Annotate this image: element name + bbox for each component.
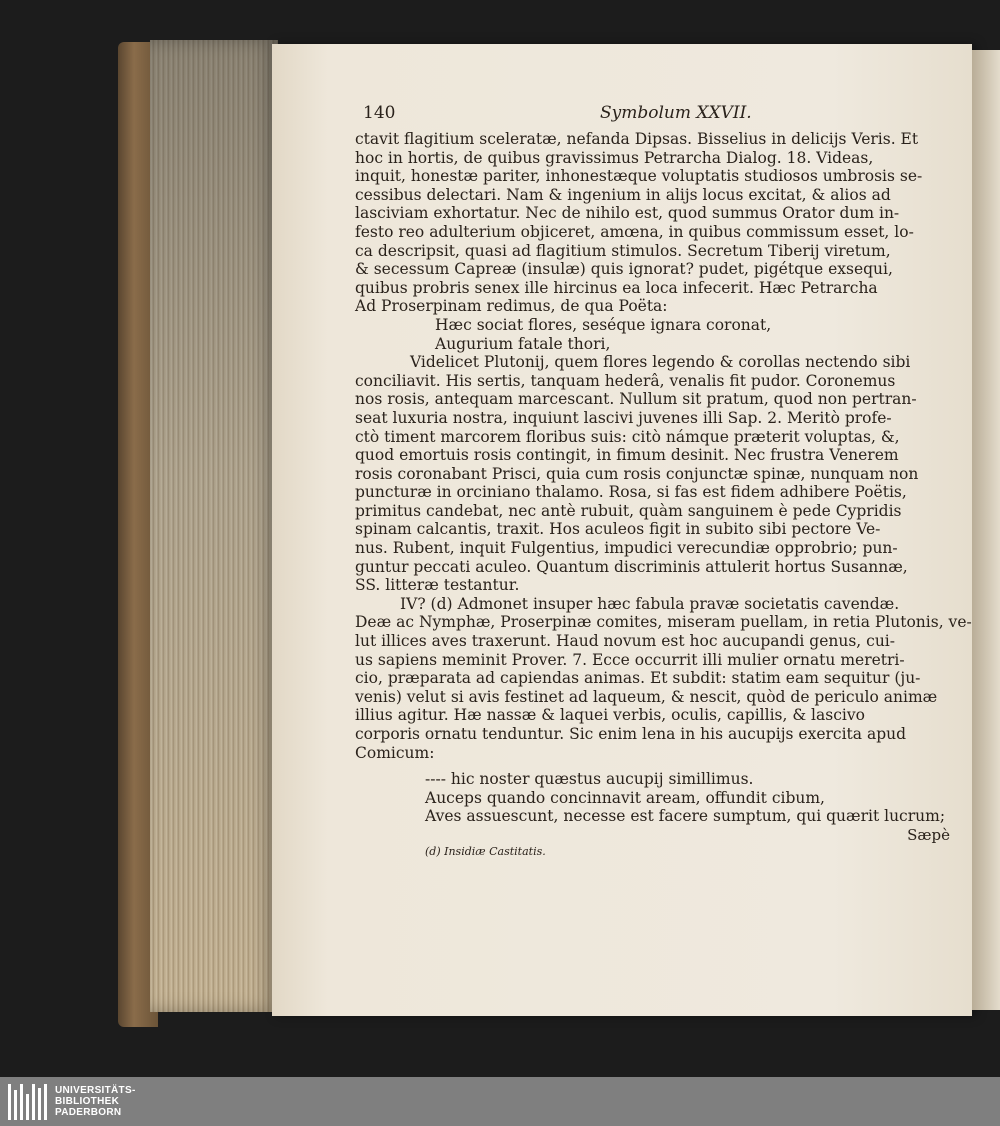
text-line: quod emortuis rosis contingit, in fimum desinit. Nec frustra Venerem (355, 446, 899, 465)
library-logo-text (55, 1085, 136, 1118)
text-line: SS. litteræ testantur. (355, 576, 520, 595)
text-line: ctavit flagitium sceleratæ, nefanda Dipsas. Bisselius in delicijs Veris. Et (355, 130, 919, 148)
text-line: lut illices aves traxerunt. Haud novum est hoc aucupandi genus, cui- (355, 632, 896, 651)
text-line: corporis ornatu tenduntur. Sic enim lena in his aucupijs exercita apud (355, 725, 907, 743)
catchword: Sæpè (907, 825, 950, 844)
running-head: Symbolum XXVII. (600, 103, 752, 123)
text-line: Ad Proserpinam redimus, de qua Poëta: (355, 297, 668, 316)
text-line: & secessum Capreæ (insulæ) quis ignorat? pudet, pigétque exsequi, (355, 260, 893, 279)
facing-page-edge (972, 50, 1000, 1010)
logo-line: PADERBORN (55, 1107, 122, 1118)
text-line: cio, præparata ad capiendas animas. Et subdit: statim eam sequitur (ju- (355, 669, 921, 688)
verse-line: Auceps quando concinnavit aream, offundit cibum, (425, 788, 825, 807)
text-line: quibus probris senex ille hircinus ea loca infecerit. Hæc Petrarcha (355, 278, 878, 297)
verse-line: Hæc sociat flores, seséque ignara coronat, (435, 315, 772, 334)
verse-line: Augurium fatale thori, (435, 334, 611, 353)
text-line: ca descripsit, quasi ad flagitium stimulos. Secretum Tiberij viretum, (355, 241, 891, 260)
footnote: (d) Insidiæ Castitatis. (425, 844, 546, 858)
verse-line: ---- hic noster quæstus aucupij simillimus. (425, 770, 754, 789)
text-line: nos rosis, antequam marcescant. Nullum sit pratum, quod non pertran- (355, 390, 917, 409)
page-number: 140 (363, 103, 396, 123)
text-line: inquit, honestæ pariter, inhonestæque voluptatis studiosos umbrosis se- (355, 167, 923, 186)
paragraph-3 (355, 594, 972, 762)
text-line: festo reo adulterium objiceret, amœna, in quibus commissum esset, lo- (355, 222, 914, 241)
verse-quote-1 (355, 316, 950, 353)
text-line: Deæ ac Nymphæ, Proserpinæ comites, miseram puellam, in retia Plutonis, ve- (355, 613, 972, 632)
text-line: Videlicet Plutonij, quem flores legendo & corollas nectendo sibi (410, 353, 911, 372)
text-line: us sapiens meminit Prover. 7. Ecce occurrit illi mulier ornatu meretri- (355, 650, 905, 669)
text-line: seat luxuria nostra, inquiunt lascivi juvenes illi Sap. 2. Meritò profe- (355, 408, 892, 427)
text-line: Comicum: (355, 743, 435, 762)
verse-quote-2 (355, 770, 950, 826)
text-line: IV? (d) Admonet insuper hæc fabula pravæ societatis cavendæ. (400, 594, 900, 613)
paragraph-1 (355, 130, 950, 316)
logo-line: BIBLIOTHEK (55, 1096, 120, 1107)
text-line: primitus candebat, nec antè rubuit, quàm sanguinem è pede Cypridis (355, 501, 902, 520)
text-line: guntur peccati aculeo. Quantum discriminis attulerit hortus Susannæ, (355, 557, 908, 576)
text-line: venis) velut si avis festinet ad laqueum, & nescit, quòd de periculo animæ (355, 687, 938, 706)
text-line: puncturæ in orciniano thalamo. Rosa, si fas est fidem adhibere Poëtis, (355, 483, 907, 502)
paragraph-2 (355, 353, 950, 595)
text-line: conciliavit. His sertis, tanquam hederâ, venalis fit pudor. Coronemus (355, 371, 896, 390)
library-logo-icon (8, 1084, 47, 1120)
text-line: spinam calcantis, traxit. Hos aculeos figit in subito sibi pectore Ve- (355, 520, 881, 539)
logo-line: UNIVERSITÄTS- (55, 1085, 136, 1096)
page-block-edges (150, 40, 278, 1012)
text-line: rosis coronabant Prisci, quia cum rosis conjunctæ spinæ, nunquam non (355, 464, 919, 483)
text-line: lasciviam exhortatur. Nec de nihilo est, quod summus Orator dum in- (355, 204, 900, 223)
text-line: hoc in hortis, de quibus gravissimus Petrarcha Dialog. 18. Videas, (355, 148, 874, 167)
library-footer-bar (0, 1077, 1000, 1126)
text-line: ctò timent marcorem floribus suis: citò námque præterit voluptas, &, (355, 427, 900, 446)
text-line: nus. Rubent, inquit Fulgentius, impudici verecundiæ opprobrio; pun- (355, 539, 898, 558)
page-text (355, 103, 972, 861)
page-header (355, 104, 950, 130)
text-line: cessibus delectari. Nam & ingenium in alijs locus excitat, & alios ad (355, 185, 891, 204)
text-line: illius agitur. Hæ nassæ & laquei verbis, oculis, capillis, & lascivo (355, 706, 865, 725)
verse-line: Aves assuescunt, necesse est facere sumptum, qui quærit lucrum; (425, 807, 946, 826)
